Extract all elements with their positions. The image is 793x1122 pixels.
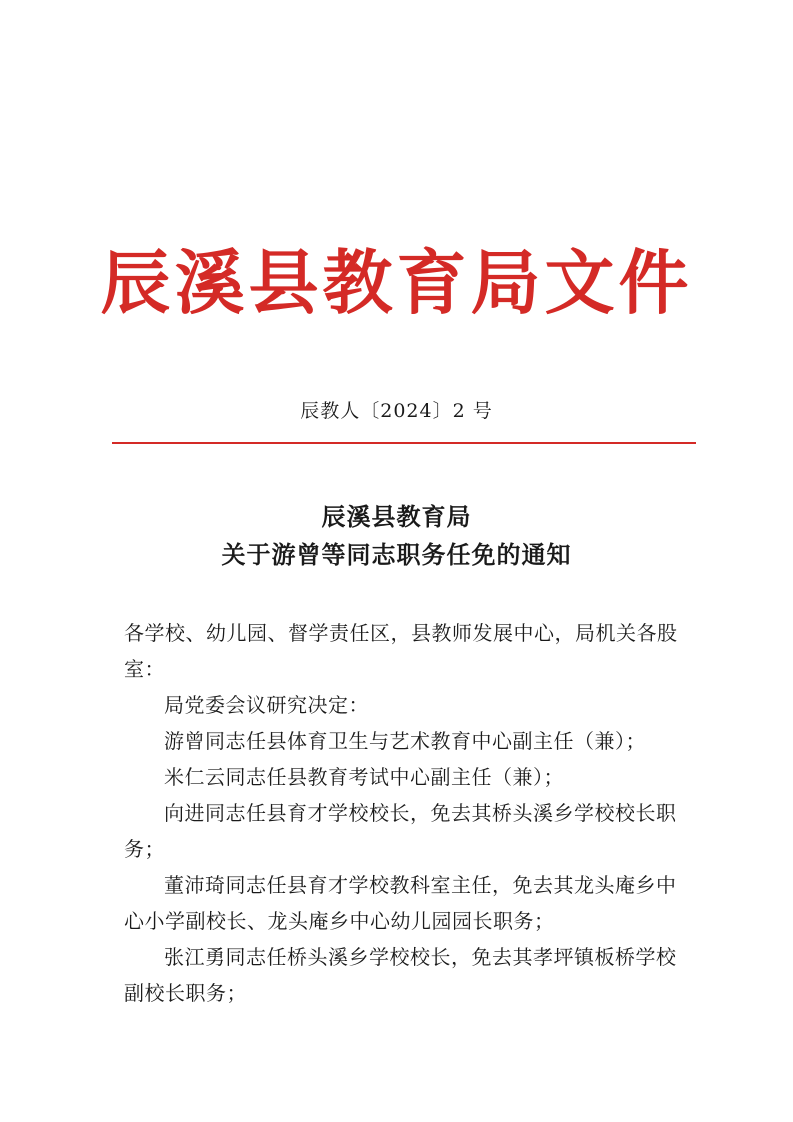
body-paragraph: 游曾同志任县体育卫生与艺术教育中心副主任（兼）；: [164, 729, 646, 753]
document-number: 辰教人〔2024〕2 号: [300, 400, 493, 422]
header-divider: [112, 442, 696, 444]
body-paragraph: 米仁云同志任县教育考试中心副主任（兼）；: [164, 765, 564, 789]
document-header-title: 辰溪县教育局文件: [100, 241, 693, 324]
body-paragraph: 张江勇同志任桥头溪乡学校校长，免去其孝坪镇板桥学校副校长职务；: [124, 945, 677, 1005]
body-paragraph: 董沛琦同志任县育才学校教科室主任，免去其龙头庵乡中心小学副校长、龙头庵乡中心幼儿园园长职务；: [124, 873, 677, 933]
body-paragraph: 局党委会议研究决定：: [164, 693, 369, 717]
addressee: 各学校、幼儿园、督学责任区，县教师发展中心，局机关各股室：: [124, 621, 678, 681]
body-paragraph: 向进同志任县育才学校校长，免去其桥头溪乡学校校长职务；: [124, 801, 677, 861]
notice-title-line1: 辰溪县教育局: [321, 502, 472, 531]
notice-body: [124, 615, 684, 1011]
notice-title-line2: 关于游曾等同志职务任免的通知: [221, 540, 572, 569]
